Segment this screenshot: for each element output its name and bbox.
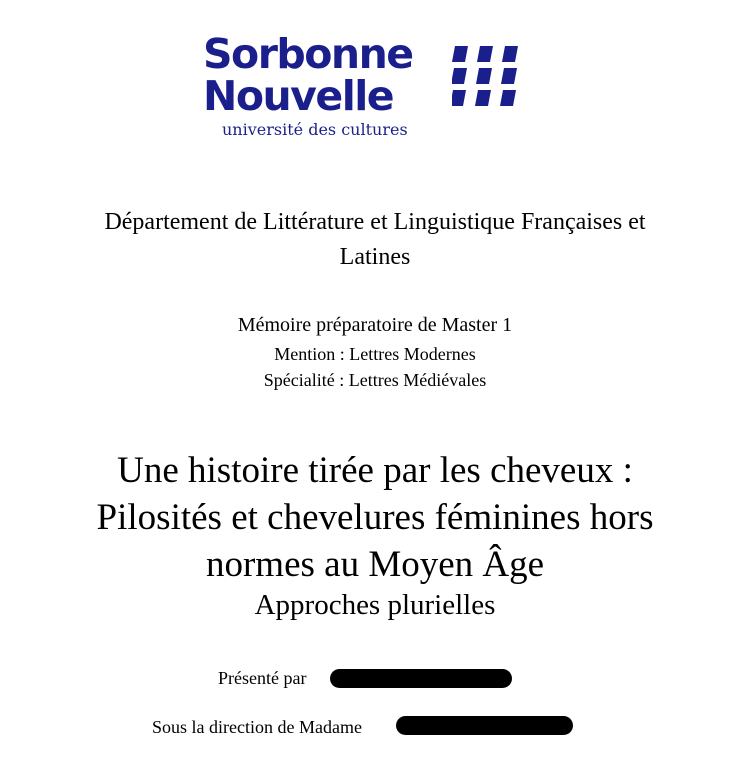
logo-wordmark-line-2: Nouvelle <box>203 72 394 120</box>
mention-line: Mention : Lettres Modernes <box>274 344 476 364</box>
specialite-line: Spécialité : Lettres Médiévales <box>263 370 487 390</box>
department-line-2: Latines <box>339 244 411 270</box>
redacted-author-name <box>330 669 512 688</box>
university-logo <box>200 32 530 142</box>
title-line-1: Une histoire tirée par les cheveux : <box>117 450 633 491</box>
department-heading <box>0 205 750 275</box>
director-label: Sous la direction de Madame <box>152 717 362 737</box>
thesis-title <box>0 447 750 588</box>
thesis-subtitle: Approches plurielles <box>254 589 496 621</box>
presenter-label: Présenté par <box>218 668 307 688</box>
logo-tagline: université des cultures <box>222 120 408 139</box>
redacted-director-name <box>396 716 573 735</box>
logo-mark-icon <box>452 44 524 112</box>
title-line-3: normes au Moyen Âge <box>205 544 545 585</box>
memoire-type: Mémoire préparatoire de Master 1 <box>237 314 513 336</box>
title-line-2: Pilosités et chevelures féminines hors <box>96 497 654 538</box>
logo-wordmark-line-1: Sorbonne <box>203 30 413 78</box>
department-line-1: Département de Littérature et Linguistique Françaises et <box>104 209 646 235</box>
